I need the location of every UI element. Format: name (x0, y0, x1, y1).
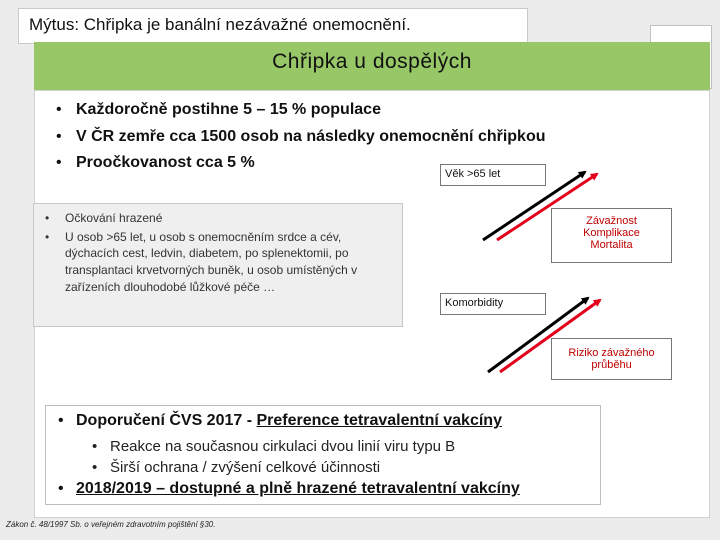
severity-box (551, 208, 672, 263)
slide-title: Chřipka u dospělých (272, 50, 472, 73)
footer-legal-note: Zákon č. 48/1997 Sb. o veřejném zdravotním pojištění §30. (6, 520, 216, 529)
risk-line-2: průběhu (591, 359, 632, 371)
risk-item-groups-cont: dýchacích cest, ledvin, diabetem, po splenektomii, po transplantaci krvetvorných buněk, u osob umístěných v zařízeních dlouhodobé lůžkové péče … (65, 246, 358, 294)
bullet-incidence: • Každoročně postihne 5 – 15 % populace (56, 101, 381, 118)
complications-line: Komplikace (583, 227, 640, 239)
severity-line: Závažnost (586, 215, 637, 227)
risk-box (551, 338, 672, 380)
recommendation-sub-1: • Reakce na současnou cirkulaci dvou linií viru typu B (92, 438, 456, 455)
mortality-line: Mortalita (590, 239, 633, 251)
bullet-mortality: • V ČR zemře cca 1500 osob na následky onemocnění chřipkou (56, 128, 546, 145)
risk-item-covered: • Očkování hrazené (45, 211, 163, 225)
risk-line-1: Riziko závažného (568, 347, 655, 359)
recommendation-sub-2: • Širší ochrana / zvýšení celkové účinnosti (92, 459, 381, 476)
recommendation-link: Preference tetravalentní vakcíny (256, 412, 502, 429)
recommendation-heading: • Doporučení ČVS 2017 - Preference tetravalentní vakcíny (58, 412, 502, 429)
comorbidity-box: Komorbidity (440, 293, 546, 315)
myth-label: Mýtus: Chřipka je banální nezávažné onemocnění. (18, 8, 528, 44)
bullet-vaccination-rate: • Proočkovanost cca 5 % (56, 154, 255, 171)
vaccine-availability: • 2018/2019 – dostupné a plně hrazené tetravalentní vakcíny (58, 480, 520, 497)
age-label-box: Věk >65 let (440, 164, 546, 186)
risk-item-groups: • U osob >65 let, u osob s onemocněním srdce a cév, (45, 230, 342, 244)
